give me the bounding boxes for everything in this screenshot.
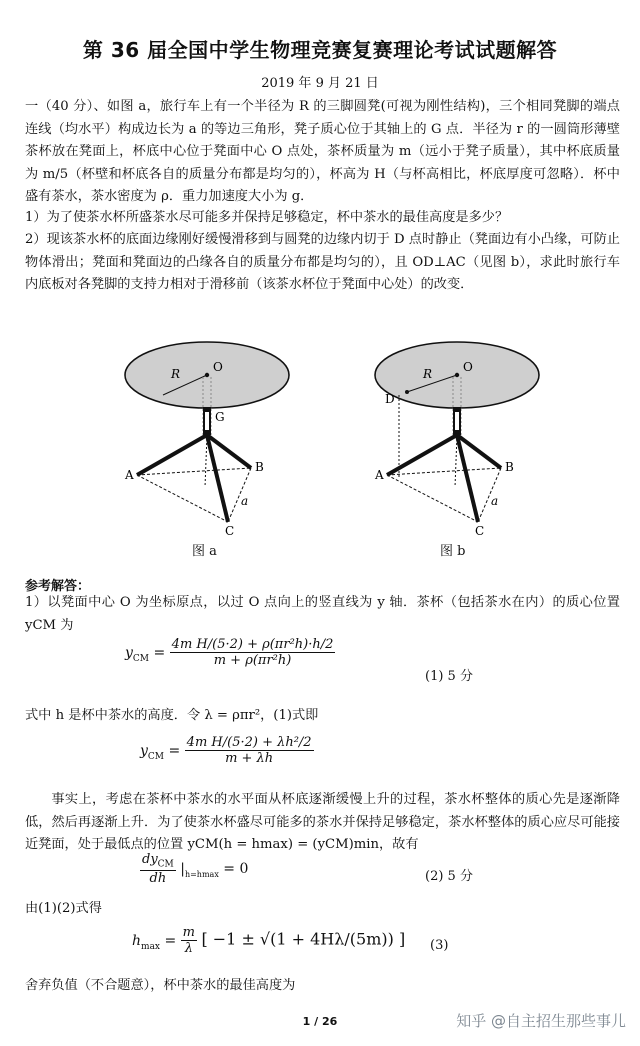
label-a: a [241, 494, 249, 508]
label-B: B [505, 460, 514, 474]
label-R: R [171, 367, 181, 381]
solution-para-3: 事实上，考虑在茶杯中茶水的水平面从杯底逐渐缓慢上升的过程，茶水杯整体的质心先是逐渐降低，然后再逐渐上升．为了使茶水杯盛尽可能多的茶水并保持足够稳定，茶水杯整体的质心应尽可能接近凳面，处于最低点的位置 yCM(h = hmax) = (yCM)min，故有 [25, 792, 620, 852]
equation-1b: $y_{CM}$ = $\frac{\text{4m H/(5·2) + λh²/2}}{m + \lambda h}$ [140, 735, 312, 766]
label-C: C [475, 524, 485, 538]
label-D: D [385, 392, 395, 406]
equation-1-score: (1) 5 分 [425, 669, 473, 684]
figure-b [365, 335, 550, 560]
label-A: A [125, 468, 134, 482]
solution-para-1: 1）以凳面中心 O 为坐标原点，以过 O 点向上的竖直线为 y 轴．茶杯（包括茶水在内）的质心位置 yCM 为 [25, 595, 620, 633]
question-1: 1）为了使茶水杯所盛茶水尽可能多并保持足够稳定，杯中茶水的最佳高度是多少？ [25, 210, 509, 225]
equation-2: $\frac{dy_{CM}}{dh}$ $|_{h=hmax} = 0$ [142, 852, 249, 886]
solution-para-2: 式中 h 是杯中茶水的高度．令 λ = ρπr²，(1)式即 [25, 708, 319, 723]
page-number: 1 / 26 [302, 1015, 338, 1028]
label-R: R [423, 367, 433, 381]
figure-a [115, 335, 300, 560]
solution-heading: 参考解答： [25, 579, 91, 594]
watermark: 知乎 @自主招生那些事儿 [456, 1012, 626, 1030]
equation-3: $h_{max}$ = $\frac{m}{\lambda}$ [ −1 ± √(1 + 4Hλ/(5m)) ] [132, 925, 406, 956]
label-A: A [375, 468, 384, 482]
figure-a-caption: 图 a [192, 544, 217, 559]
solution-para-5: 舍弃负值（不合题意），杯中茶水的最佳高度为 [25, 978, 296, 993]
label-C: C [225, 524, 235, 538]
figure-b-caption: 图 b [440, 544, 466, 559]
equation-3-score: (3) [430, 938, 449, 953]
page-title: 第 36 届全国中学生物理竞赛复赛理论考试试题解答 [82, 38, 558, 62]
label-O: O [213, 360, 223, 374]
equation-2-score: (2) 5 分 [425, 869, 473, 884]
question-2: 2）现该茶水杯的底面边缘刚好缓慢滑移到与圆凳的边缘内切于 D 点时静止（凳面边有小凸缘，可防止物体滑出；凳面和凳面边的凸缘各自的质量分布都是均匀的），且 OD⊥AC（见图 b），求此时旅行车内底板对各凳脚的支持力相对于滑移前（该茶水杯位于凳面中心处）的改变． [25, 232, 620, 292]
equation-1: $y_{CM}$ = $\frac{\text{4m H/(5·2) + ρ(πr²h)·h/2}}{\text{m + ρ(πr²h)}}$ [125, 637, 334, 668]
label-O: O [463, 360, 473, 374]
label-B: B [255, 460, 264, 474]
problem-intro: 一（40 分）、如图 a，旅行车上有一个半径为 R 的三脚圆凳(可视为刚性结构)，三个相同凳脚的端点连线（均水平）构成边长为 a 的等边三角形，凳子质心位于其轴上的 G 点．半径为 r 的一圆筒形薄壁茶杯放在凳面上，杯底中心位于凳面中心 O 点处，茶杯质量为 m（远小于凳子质量），其中杯底质量为 m/5（杯壁和杯底各自的质量分布都是均匀的），杯高为 H（与杯高相比，杯底厚度可忽略）．杯中盛有茶水，茶水密度为 ρ．重力加速度大小为 g． [25, 99, 620, 204]
exam-date: 2019 年 9 月 21 日 [261, 76, 379, 91]
label-a: a [491, 494, 499, 508]
solution-para-4: 由(1)(2)式得 [25, 901, 102, 916]
label-G: G [215, 410, 225, 424]
